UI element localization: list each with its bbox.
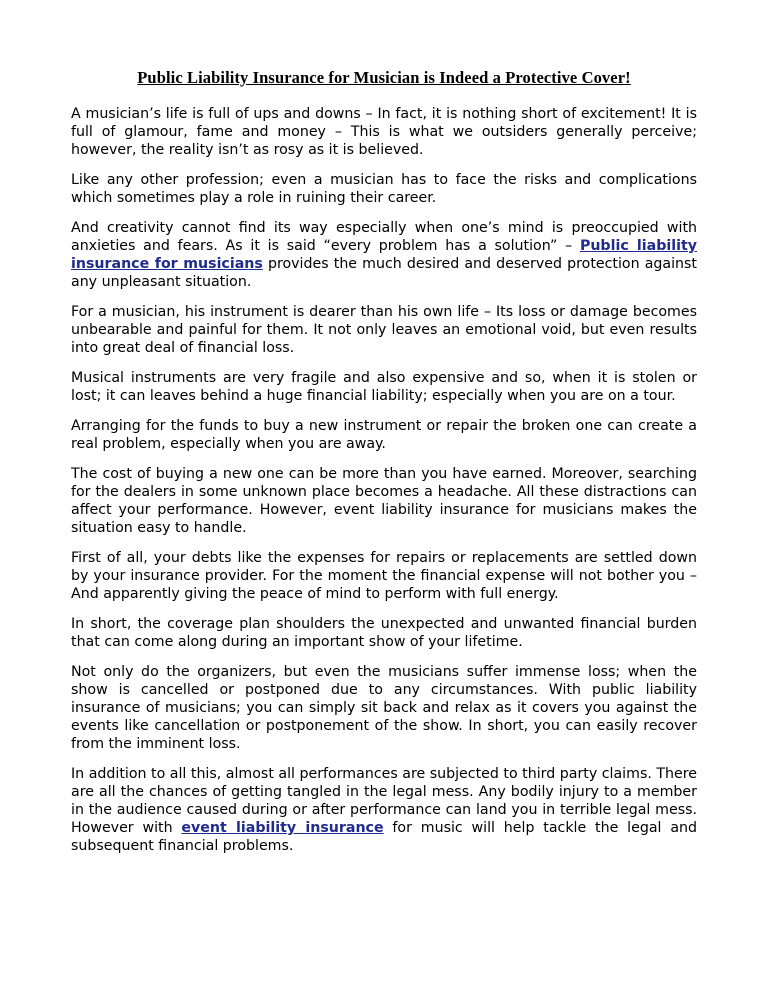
paragraph-3 (71, 219, 697, 291)
paragraph-5: Musical instruments are very fragile and also expensive and so, when it is stolen or lost; it can leaves behind a huge financial liability; especially when you are on a tour. (71, 370, 697, 404)
paragraph-8: First of all, your debts like the expenses for repairs or replacements are settled down by your insurance provider. For the moment the financial expense will not bother you – And apparently giving the peace of mind to perform with full energy. (71, 550, 697, 602)
paragraph-6: Arranging for the funds to buy a new instrument or repair the broken one can create a real problem, especially when you are away. (71, 418, 697, 452)
paragraph-3-text-after: provides the much desired and deserved protection against any unpleasant situation. (71, 256, 697, 290)
paragraph-11-text-after: for music will help tackle the legal and subsequent financial problems. (71, 820, 698, 854)
paragraph-1: A musician’s life is full of ups and downs – In fact, it is nothing short of excitement! It is full of glamour, fame and money – This is what we outsiders generally perceive; however, the reality isn’t as rosy as it is believed. (71, 106, 697, 158)
paragraph-11 (71, 765, 697, 855)
paragraph-4: For a musician, his instrument is dearer than his own life – Its loss or damage becomes unbearable and painful for them. It not only leaves an emotional void, but even results into great deal of financial loss. (71, 304, 697, 356)
paragraph-3-text-before: And creativity cannot find its way especially when one’s mind is preoccupied with anxieties and fears. As it is said “every problem has a solution” – (71, 220, 697, 254)
public-liability-insurance-link[interactable]: Public liability insurance for musicians (71, 238, 698, 272)
paragraph-7: The cost of buying a new one can be more than you have earned. Moreover, searching for the dealers in some unknown place becomes a headache. All these distractions can affect your performance. However, event liability insurance for musicians makes the situation easy to handle. (71, 466, 697, 536)
document-page (71, 68, 697, 867)
paragraph-10: Not only do the organizers, but even the musicians suffer immense loss; when the show is cancelled or postponed due to any circumstances. With public liability insurance of musicians; you can simply sit back and relax as it covers you against the events like cancellation or postponement of the show. In short, you can easily recover from the imminent loss. (71, 664, 697, 752)
document-title: Public Liability Insurance for Musician is Indeed a Protective Cover! (137, 68, 631, 87)
event-liability-insurance-link[interactable]: event liability insurance (181, 820, 384, 836)
paragraph-9: In short, the coverage plan shoulders the unexpected and unwanted financial burden that can come along during an important show of your lifetime. (71, 616, 697, 650)
paragraph-11-text-before: In addition to all this, almost all performances are subjected to third party claims. There are all the chances of getting tangled in the legal mess. Any bodily injury to a member in the audience caused during or after performance can land you in terrible legal mess. However with (71, 766, 697, 836)
paragraph-2: Like any other profession; even a musician has to face the risks and complications which sometimes play a role in ruining their career. (71, 172, 697, 206)
